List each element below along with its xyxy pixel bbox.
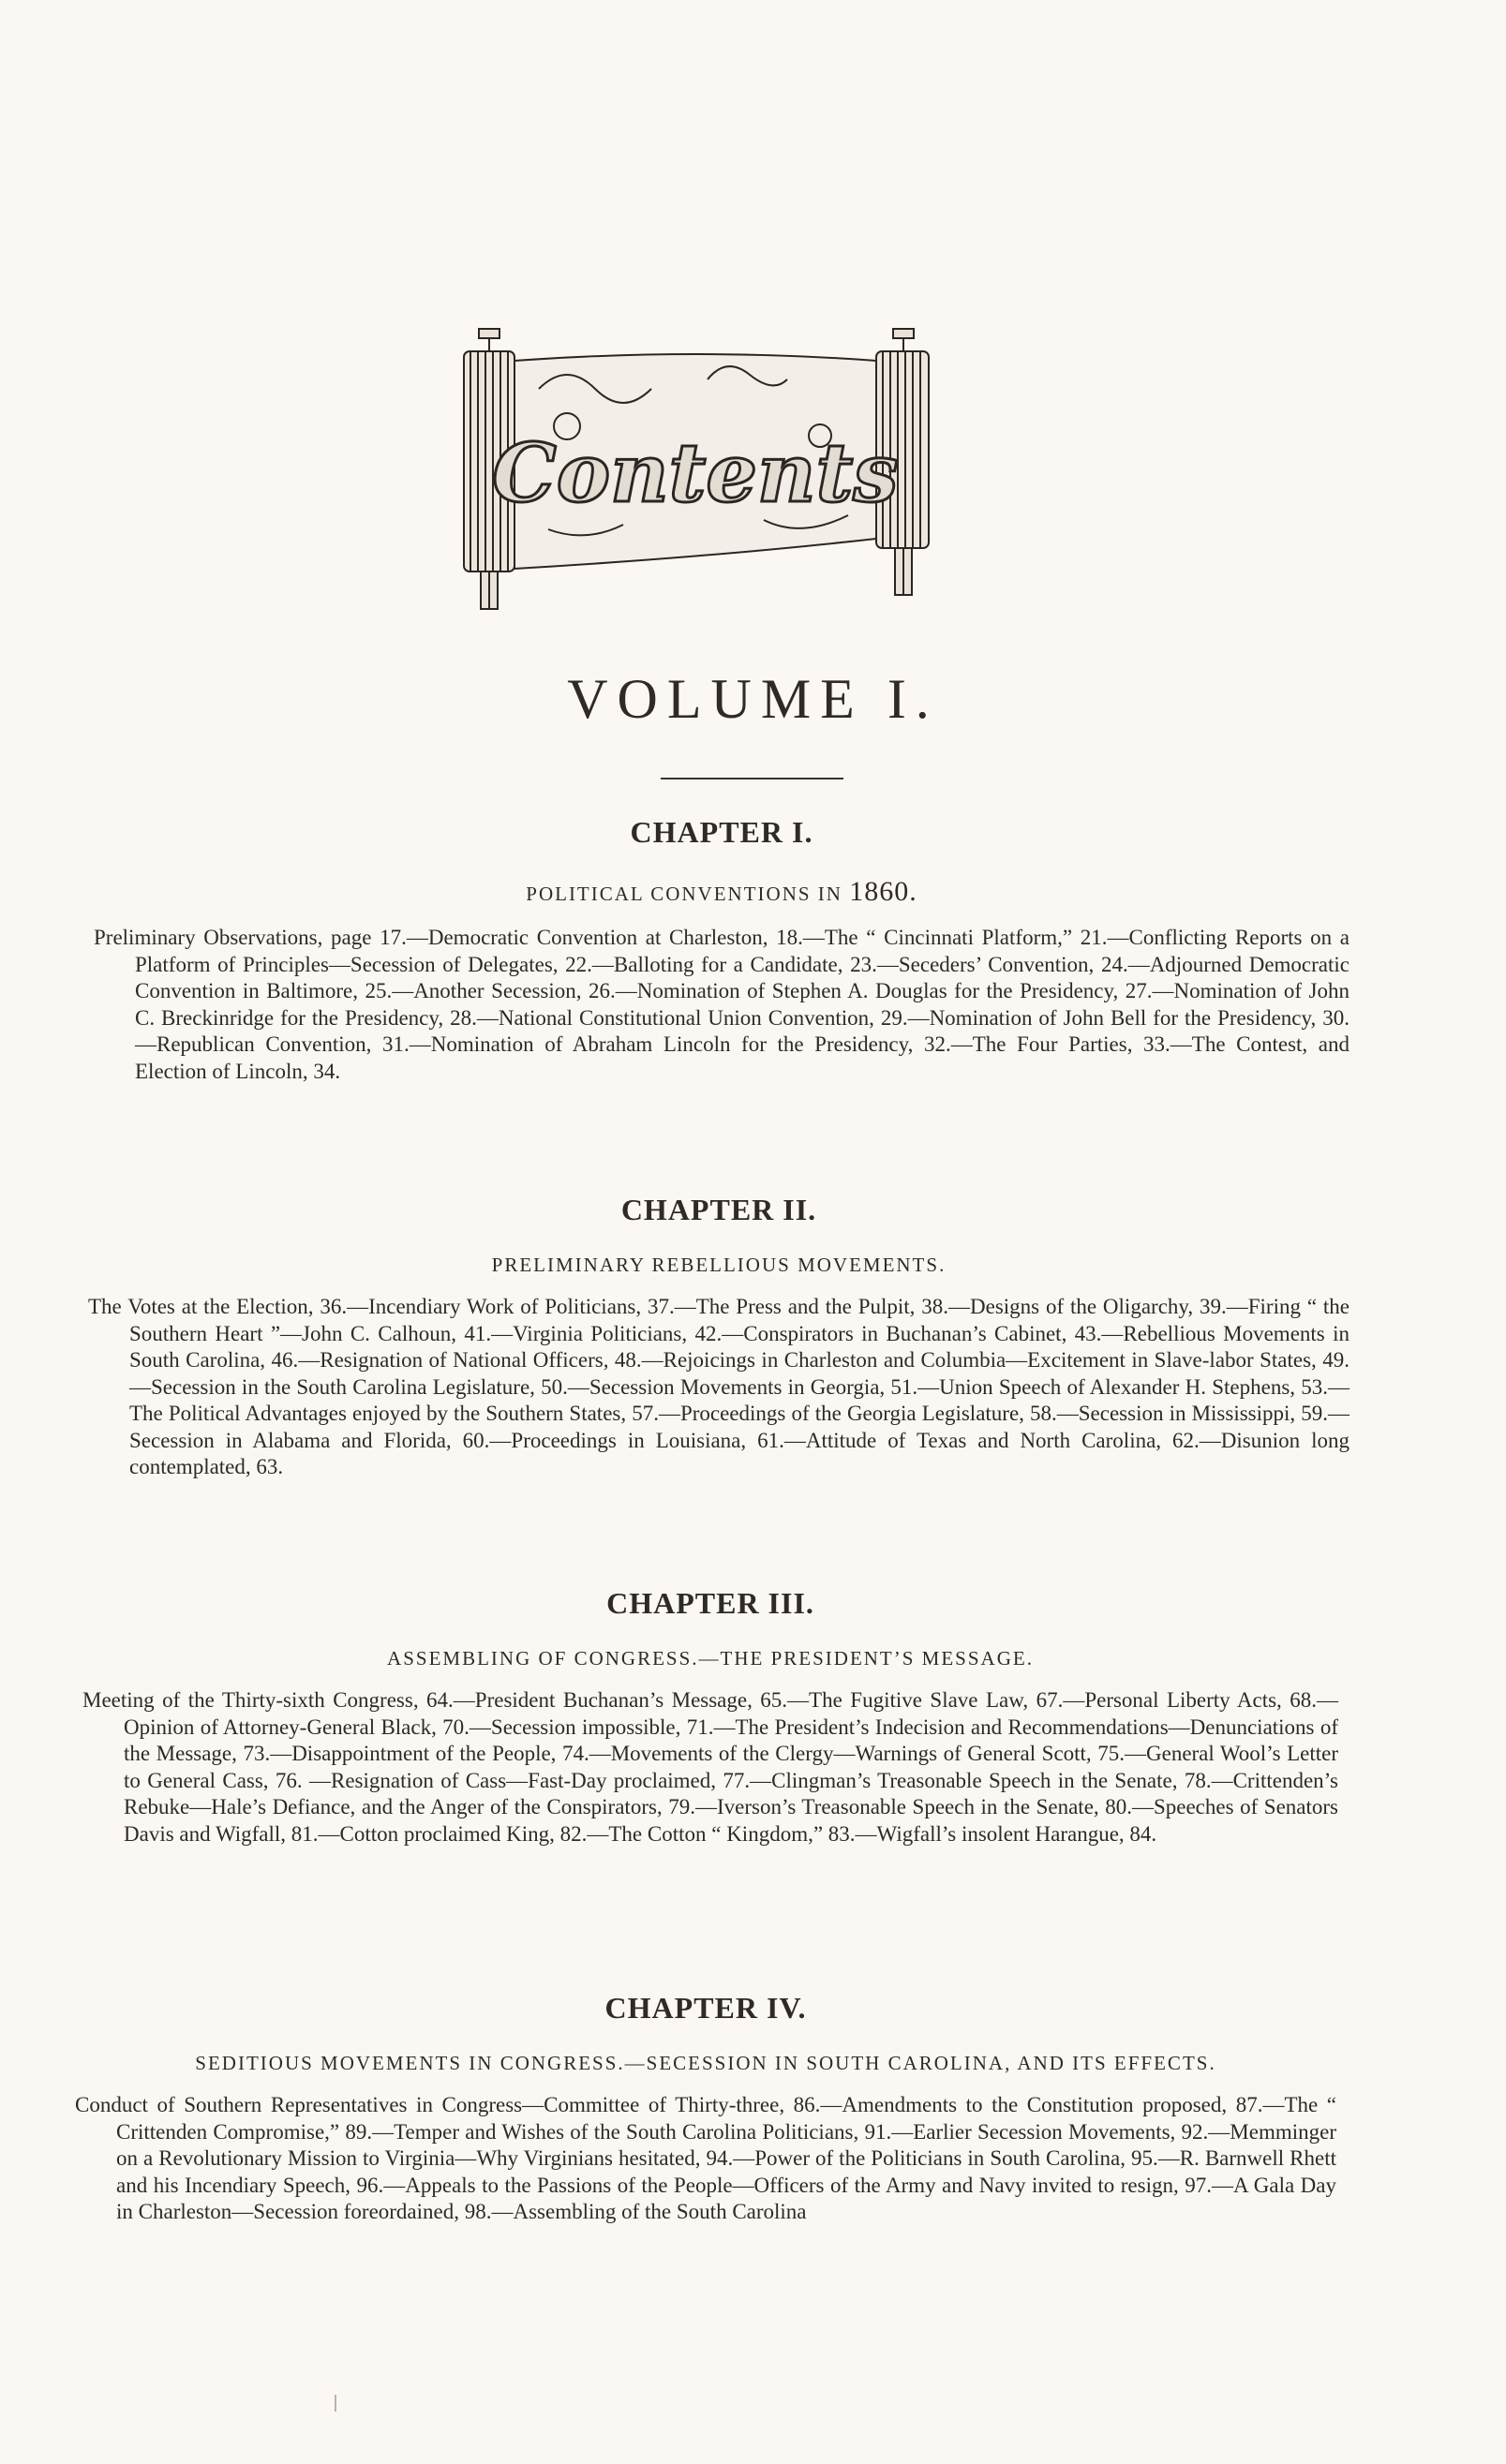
volume-title: VOLUME I. [567, 668, 939, 730]
chapter-subtitle: PRELIMINARY REBELLIOUS MOVEMENTS. [491, 1254, 947, 1276]
chapter-subtitle: SEDITIOUS MOVEMENTS IN CONGRESS.—SECESSION IN SOUTH CAROLINA, AND ITS EFFECTS. [195, 2052, 1216, 2074]
chapter-heading: CHAPTER I. [630, 815, 813, 849]
chapter-1 [94, 815, 1349, 1106]
chapter-heading: CHAPTER IV. [604, 1991, 807, 2025]
chapter-subtitle-text: POLITICAL CONVENTIONS IN [526, 883, 842, 905]
chapter-heading: CHAPTER II. [620, 1193, 817, 1226]
chapter-summary: Conduct of Southern Representatives in Congress—Committee of Thirty-three, 86.—Amendments to the Constitution proposed, 87.—The “ Crittenden Compromise,” 89.—Temper and Wishes of the South Carolina Politicians, 91.—Earlier Secession Movements, 92.—Memminger on a Revolutionary Mission to Virginia—Why Virginians hesitated, 94.—Power of the Politicians in South Carolina, 95.—R. Barnwell Rhett and his Incendiary Speech, 96.—Appeals to the Passions of the People—Officers of the Army and Navy invited to resign, 97.—A Gala Day in Charleston—Secession foreordained, 98.—Assembling of the South Carolina [75, 2093, 1336, 2223]
contents-scroll-illustration [426, 323, 961, 628]
chapter-2 [88, 1193, 1349, 1503]
chapter-4 [75, 1991, 1336, 2248]
chapter-summary: Preliminary Observations, page 17.—Democratic Convention at Charleston, 18.—The “ Cincinnati Platform,” 21.—Conflicting Reports on a Platform of Principles—Secession of Delegates, 22.—Balloting for a Candidate, 23.—Seceders’ Convention, 24.—Adjourned Democratic Convention in Baltimore, 25.—Another Secession, 26.—Nomination of Stephen A. Douglas for the Presidency, 27.—Nomination of John C. Breckinridge for the Presidency, 28.—National Constitutional Union Convention, 29.—Nomination of John Bell for the Presidency, 30.—Republican Convention, 31.—Nomination of Abraham Lincoln for the Presidency, 32.—The Four Parties, 33.—The Contest, and Election of Lincoln, 34. [94, 926, 1349, 1083]
chapter-heading: CHAPTER III. [606, 1586, 814, 1620]
chapter-subtitle [94, 876, 1349, 908]
scroll-title: Contents [492, 426, 899, 521]
chapter-summary: The Votes at the Election, 36.—Incendiary Work of Politicians, 37.—The Press and the Pulpit, 38.—Designs of the Oligarchy, 39.—Firing “ the Southern Heart ”—John C. Calhoun, 41.—Virginia Politicians, 42.—Conspirators in Buchanan’s Cabinet, 43.—Rebellious Movements in South Carolina, 46.—Resignation of National Officers, 48.—Rejoicings in Charleston and Columbia—Excitement in Slave-labor States, 49.—Secession in the South Carolina Legislature, 50.—Secession Movements in Georgia, 51.—Union Speech of Alexander H. Stephens, 53.—The Political Advantages enjoyed by the Southern States, 57.—Proceedings of the Georgia Legislature, 58.—Secession in Mississippi, 59.—Secession in Alabama and Florida, 60.—Proceedings in Louisiana, 61.—Attitude of Texas and North Carolina, 62.—Disunion long contemplated, 63. [88, 1295, 1349, 1478]
chapter-summary: Meeting of the Thirty-sixth Congress, 64.—President Buchanan’s Message, 65.—The Fugitive Slave Law, 67.—Personal Liberty Acts, 68.—Opinion of Attorney-General Black, 70.—Secession impossible, 71.—The President’s Indecision and Recommendations—Denunciations of the Message, 73.—Disappointment of the People, 74.—Movements of the Clergy—Warnings of General Scott, 75.—General Wool’s Letter to General Cass, 76. —Resignation of Cass—Fast-Day proclaimed, 77.—Clingman’s Treasonable Speech in the Senate, 78.—Crittenden’s Rebuke—Hale’s Defiance, and the Anger of the Conspirators, 79.—Iverson’s Treasonable Speech in the Senate, 80.—Speeches of Senators Davis and Wigfall, 81.—Cotton proclaimed King, 82.—The Cotton “ Kingdom,” 83.—Wigfall’s insolent Harangue, 84. [82, 1688, 1338, 1846]
chapter-subtitle-year: 1860. [849, 876, 917, 907]
divider-rule [661, 778, 843, 779]
page-mark [335, 2395, 336, 2412]
scroll-banner-icon [426, 323, 961, 628]
chapter-subtitle: ASSEMBLING OF CONGRESS.—THE PRESIDENT’S MESSAGE. [387, 1647, 1034, 1670]
chapter-3 [82, 1586, 1338, 1869]
